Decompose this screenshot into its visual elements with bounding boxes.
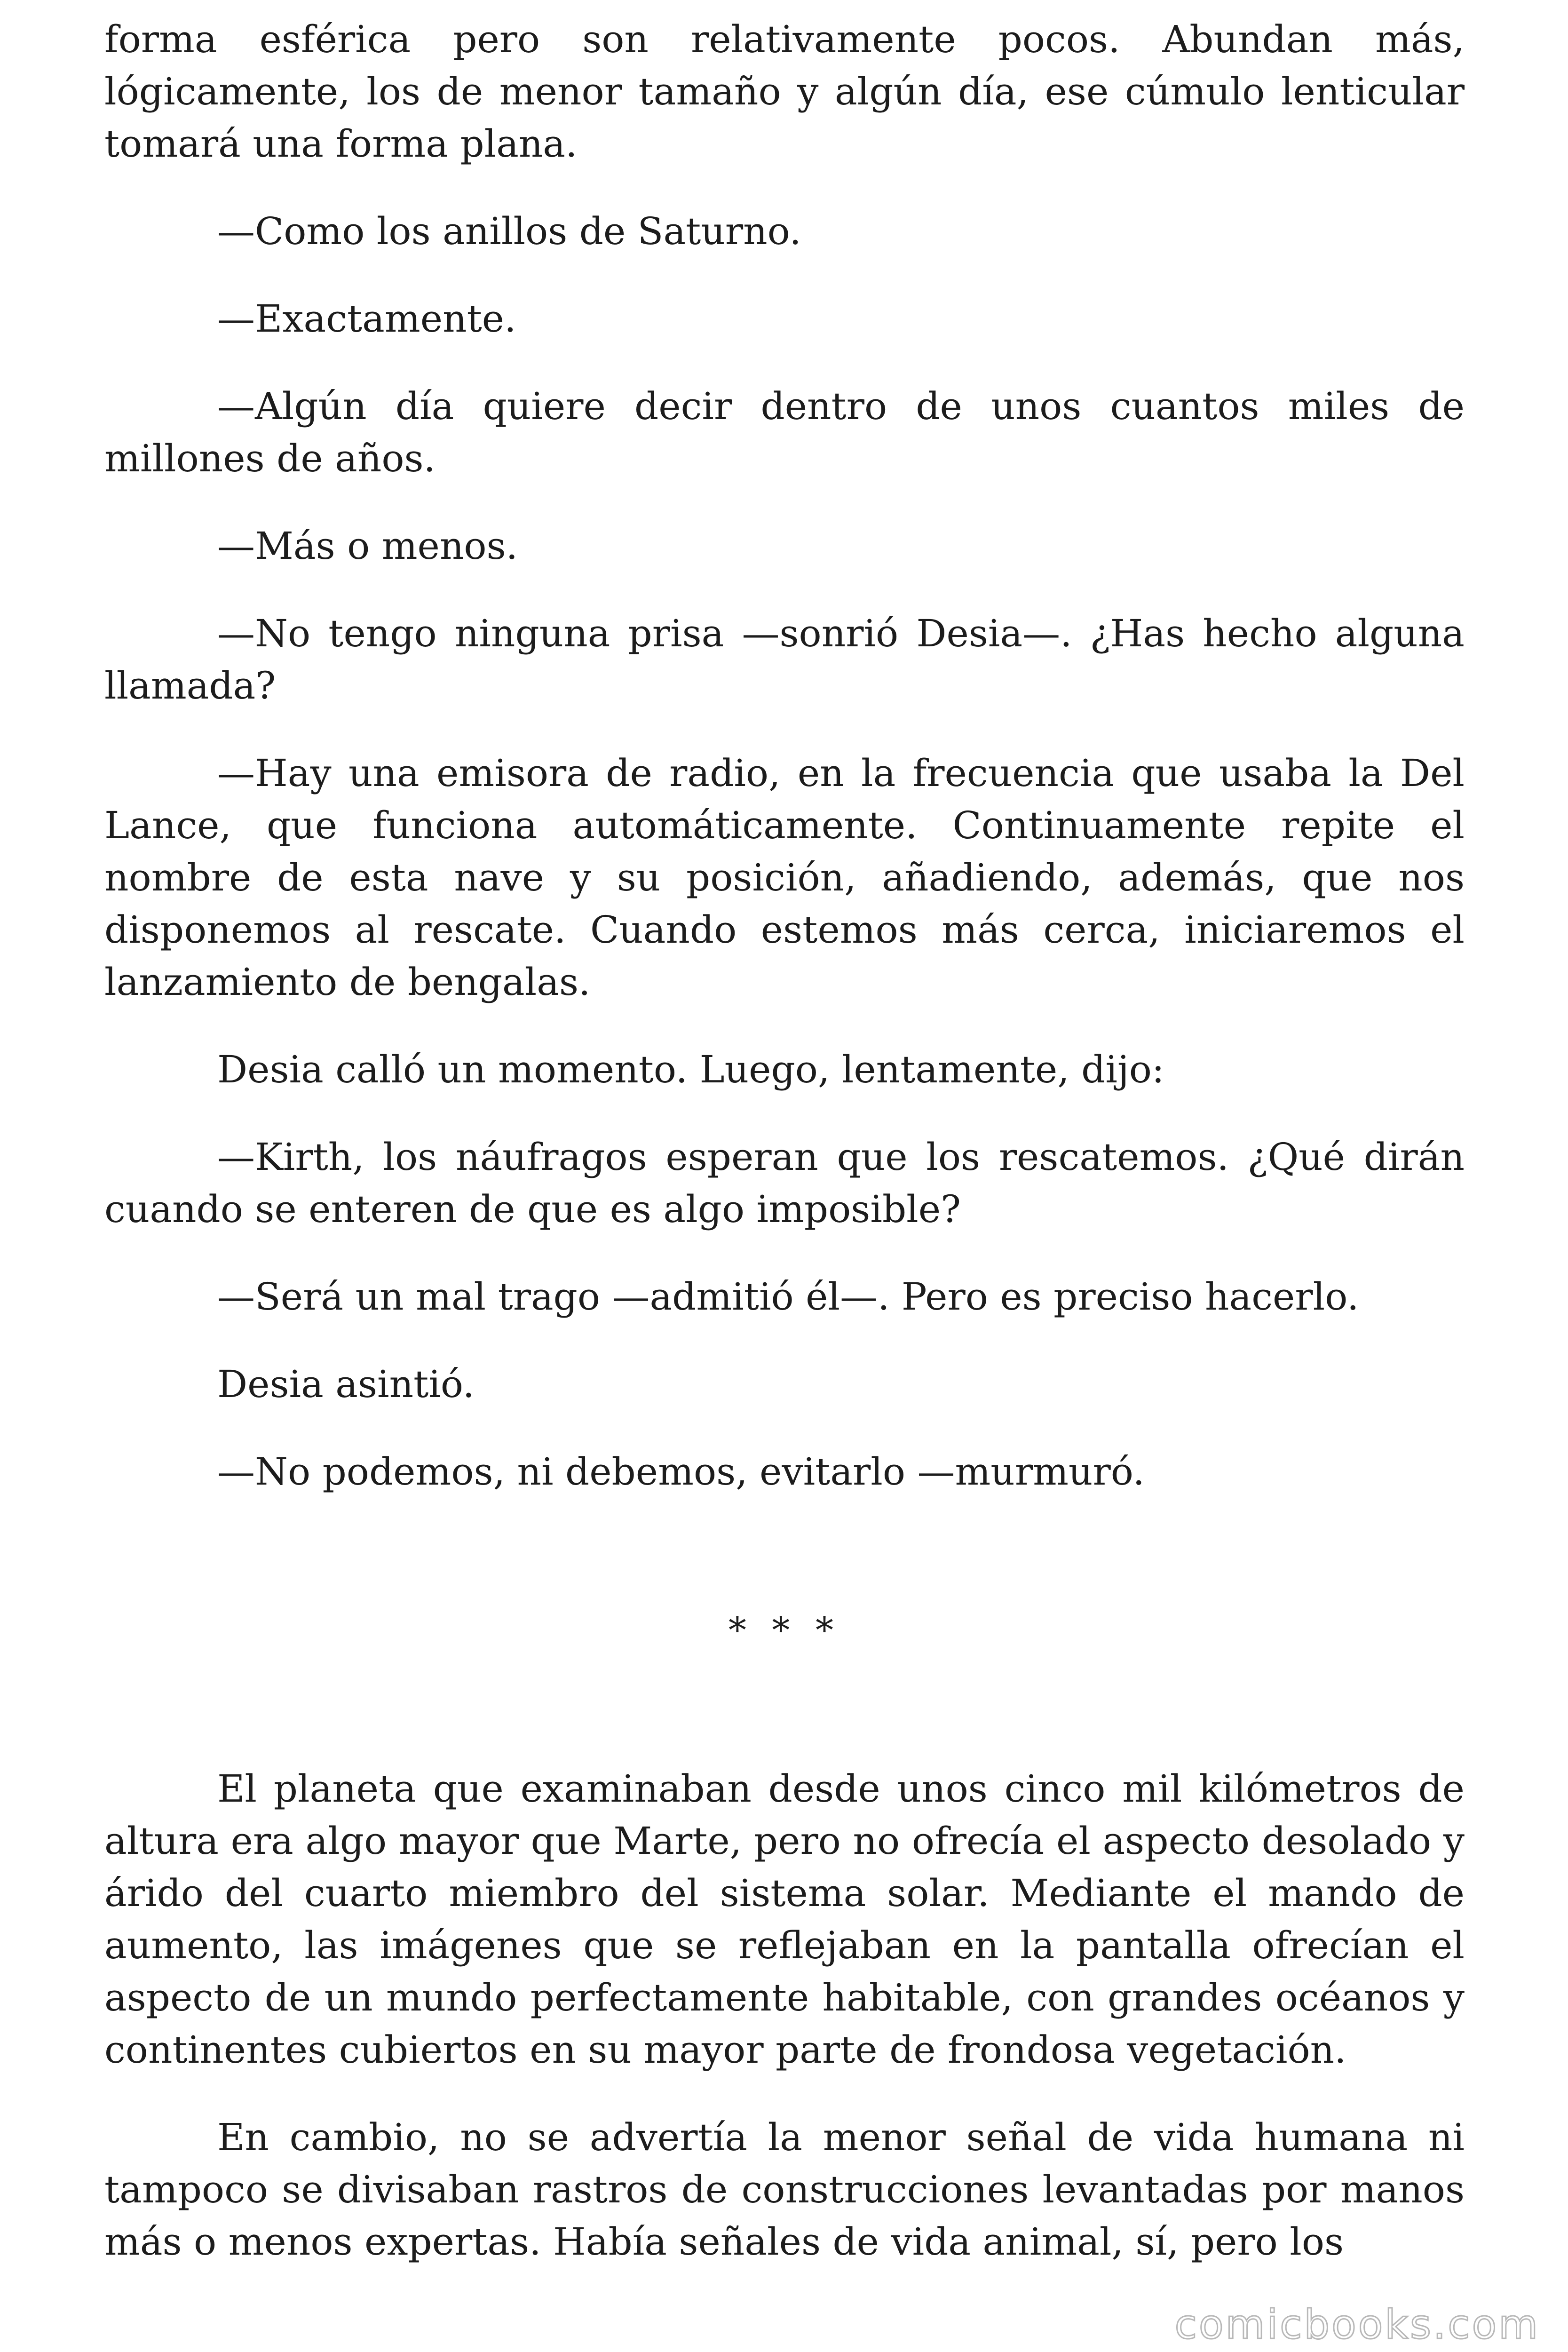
document-page xyxy=(104,13,1465,2303)
section-separator: * * * xyxy=(728,1609,841,1651)
paragraph: —Algún día quiere decir dentro de unos cuantos miles de millones de años. xyxy=(104,384,1465,480)
watermark-logo: comicbooks.com xyxy=(1174,2301,1540,2348)
paragraph: Desia asintió. xyxy=(217,1362,475,1406)
paragraph: —No tengo ninguna prisa —sonrió Desia—. ¿Has hecho alguna llamada? xyxy=(104,612,1465,707)
paragraph: —No podemos, ni debemos, evitarlo —murmuró. xyxy=(217,1450,1145,1494)
text-section-before xyxy=(104,13,1465,1498)
paragraph: forma esférica pero son relativamente pocos. Abundan más, lógicamente, los de menor tamaño y algún día, ese cúmulo lenticular tomará una forma plana. xyxy=(104,17,1465,166)
paragraph: —Kirth, los náufragos esperan que los rescatemos. ¿Qué dirán cuando se enteren de que es algo imposible? xyxy=(104,1135,1465,1231)
paragraph: —Será un mal trago —admitió él—. Pero es preciso hacerlo. xyxy=(217,1275,1359,1319)
text-section-after xyxy=(104,1763,1465,2268)
paragraph: —Hay una emisora de radio, en la frecuencia que usaba la Del Lance, que funciona automáticamente. Continuamente repite el nombre de esta nave y su posición, añadiendo, además, que nos disponemos al rescate. Cuando estemos más cerca, iniciaremos el lanzamiento de bengalas. xyxy=(104,751,1465,1004)
paragraph: —Exactamente. xyxy=(217,297,516,341)
paragraph: Desia calló un momento. Luego, lentamente, dijo: xyxy=(217,1048,1164,1091)
paragraph: —Como los anillos de Saturno. xyxy=(217,209,801,253)
paragraph: —Más o menos. xyxy=(217,524,518,568)
paragraph: En cambio, no se advertía la menor señal de vida humana ni tampoco se divisaban rastros de construcciones levantadas por manos más o menos expertas. Había señales de vida animal, sí, pero los xyxy=(104,2115,1465,2264)
paragraph: El planeta que examinaban desde unos cinco mil kilómetros de altura era algo mayor que Marte, pero no ofrecía el aspecto desolado y árido del cuarto miembro del sistema solar. Mediante el mando de aumento, las imágenes que se reflejaban en la pantalla ofrecían el aspecto de un mundo perfectamente habitable, con grandes océanos y continentes cubiertos en su mayor parte de frondosa vegetación. xyxy=(104,1767,1465,2072)
